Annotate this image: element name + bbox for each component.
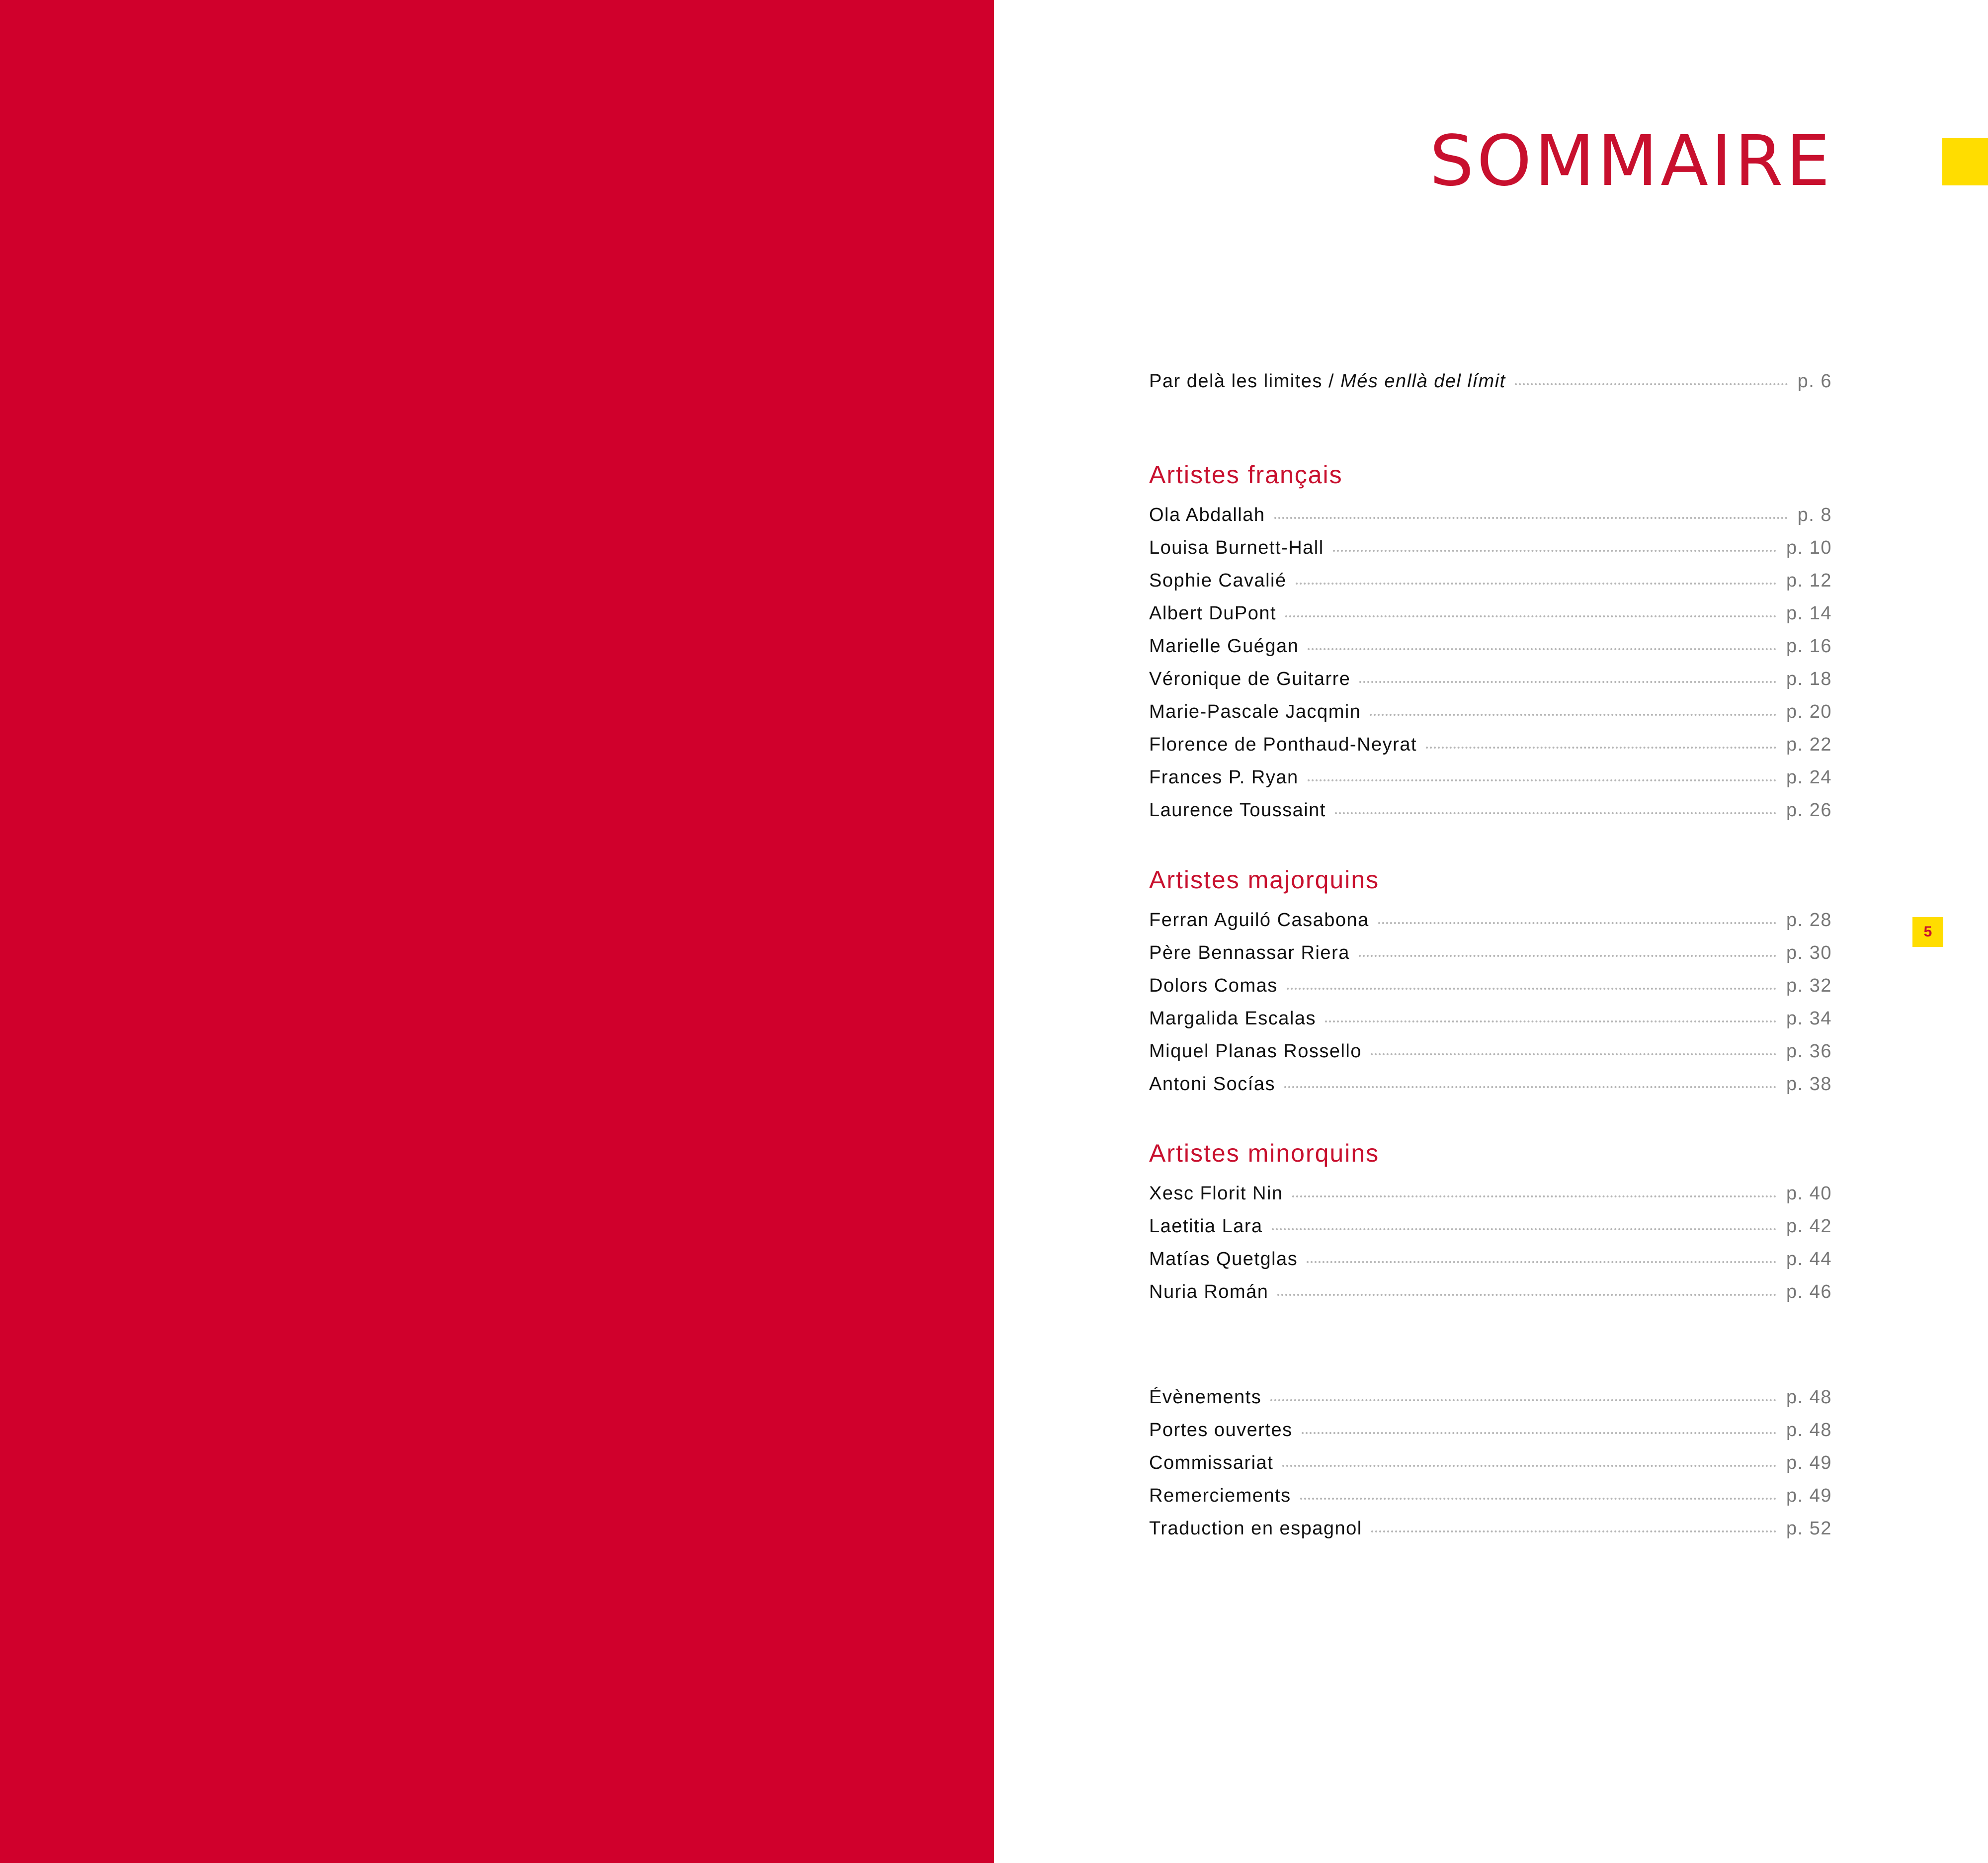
toc-page-number: p. 18	[1786, 669, 1832, 689]
toc-intro-label: Par delà les limites / Més enllà del límit	[1149, 371, 1506, 392]
dotted-leader	[1302, 1432, 1776, 1434]
toc-page-number: p. 24	[1786, 767, 1832, 788]
toc-intro	[1149, 365, 1832, 398]
toc-label: Dolors Comas	[1149, 975, 1278, 996]
toc-row[interactable]	[1149, 1512, 1832, 1545]
toc-label: Frances P. Ryan	[1149, 767, 1299, 788]
toc-page-number: p. 22	[1786, 734, 1832, 755]
toc-label: Louisa Burnett-Hall	[1149, 537, 1324, 558]
toc-page-number: p. 49	[1786, 1452, 1832, 1473]
toc-label: Évènements	[1149, 1387, 1262, 1408]
toc-label: Ola Abdallah	[1149, 505, 1265, 525]
toc-label: Père Bennassar Riera	[1149, 942, 1350, 963]
toc-page-number: p. 52	[1786, 1518, 1832, 1539]
toc-row[interactable]	[1149, 1177, 1832, 1210]
toc-row[interactable]	[1149, 564, 1832, 597]
toc-page-number: p. 6	[1797, 371, 1832, 392]
toc-page-number: p. 26	[1786, 800, 1832, 821]
page-number-badge: 5	[1912, 917, 1943, 947]
dotted-leader	[1274, 517, 1788, 519]
toc-row[interactable]	[1149, 1446, 1832, 1479]
toc-row[interactable]	[1149, 531, 1832, 564]
toc-row[interactable]	[1149, 1035, 1832, 1068]
toc-section-mallorcan	[1149, 865, 1832, 1101]
toc-page-number: p. 30	[1786, 942, 1832, 963]
toc-extras	[1149, 1381, 1832, 1545]
dotted-leader	[1333, 550, 1776, 552]
toc-page-number: p. 44	[1786, 1249, 1832, 1270]
page-title: SOMMAIRE	[1429, 121, 1833, 202]
toc-section-french	[1149, 460, 1832, 827]
toc-label: Sophie Cavalié	[1149, 570, 1287, 591]
toc-page-number: p. 14	[1786, 603, 1832, 624]
toc-label: Ferran Aguiló Casabona	[1149, 910, 1369, 931]
section-title: Artistes minorquins	[1149, 1139, 1380, 1167]
dotted-leader	[1296, 583, 1776, 585]
dotted-leader	[1426, 747, 1776, 749]
toc-row[interactable]	[1149, 1068, 1832, 1101]
toc-label: Laetitia Lara	[1149, 1216, 1263, 1237]
toc-page-number: p. 12	[1786, 570, 1832, 591]
toc-row[interactable]	[1149, 1414, 1832, 1446]
toc-section-menorcan	[1149, 1138, 1832, 1308]
toc-row[interactable]	[1149, 1210, 1832, 1243]
toc-label: Véronique de Guitarre	[1149, 669, 1351, 689]
dotted-leader	[1292, 1195, 1776, 1197]
toc-label: Xesc Florit Nin	[1149, 1183, 1283, 1204]
dotted-leader	[1277, 1294, 1776, 1296]
dotted-leader	[1300, 1498, 1776, 1500]
toc-row[interactable]	[1149, 597, 1832, 630]
toc-page-number: p. 20	[1786, 701, 1832, 722]
toc-page-number: p. 40	[1786, 1183, 1832, 1204]
toc-row[interactable]	[1149, 499, 1832, 531]
toc-page-number: p. 36	[1786, 1041, 1832, 1062]
toc-row[interactable]	[1149, 695, 1832, 728]
toc-row[interactable]	[1149, 1002, 1832, 1035]
toc-page-number: p. 38	[1786, 1074, 1832, 1095]
toc-label: Traduction en espagnol	[1149, 1518, 1362, 1539]
dotted-leader	[1287, 988, 1776, 990]
yellow-corner-tab	[1942, 138, 1988, 185]
section-title: Artistes majorquins	[1149, 866, 1380, 894]
dotted-leader	[1272, 1228, 1776, 1230]
dotted-leader	[1308, 779, 1776, 781]
toc-page-number: p. 10	[1786, 537, 1832, 558]
toc-row[interactable]	[1149, 1381, 1832, 1414]
dotted-leader	[1307, 1261, 1776, 1263]
toc-label: Laurence Toussaint	[1149, 800, 1326, 821]
section-title: Artistes français	[1149, 461, 1343, 489]
toc-label: Portes ouvertes	[1149, 1420, 1293, 1440]
toc-label: Margalida Escalas	[1149, 1008, 1316, 1029]
toc-row[interactable]	[1149, 969, 1832, 1002]
toc-label: Remerciements	[1149, 1485, 1291, 1506]
toc-label: Miquel Planas Rossello	[1149, 1041, 1362, 1062]
toc-page-number: p. 48	[1786, 1420, 1832, 1440]
dotted-leader	[1335, 812, 1776, 814]
toc-row[interactable]	[1149, 761, 1832, 794]
toc-page-number: p. 8	[1797, 505, 1832, 525]
toc-row[interactable]	[1149, 904, 1832, 936]
toc-row[interactable]	[1149, 1479, 1832, 1512]
toc-row[interactable]	[1149, 663, 1832, 695]
dotted-leader	[1285, 615, 1776, 617]
dotted-leader	[1371, 1530, 1776, 1532]
toc-row[interactable]	[1149, 794, 1832, 827]
dotted-leader	[1371, 1053, 1776, 1055]
toc-label: Commissariat	[1149, 1452, 1274, 1473]
toc-page-number: p. 28	[1786, 910, 1832, 931]
dotted-leader	[1308, 648, 1776, 650]
toc-page-number: p. 32	[1786, 975, 1832, 996]
toc-label: Matías Quetglas	[1149, 1249, 1298, 1270]
toc-page-number: p. 42	[1786, 1216, 1832, 1237]
toc-row[interactable]	[1149, 1243, 1832, 1275]
toc-row[interactable]	[1149, 936, 1832, 969]
toc-page-number: p. 48	[1786, 1387, 1832, 1408]
toc-page-number: p. 16	[1786, 636, 1832, 657]
dotted-leader	[1515, 383, 1788, 385]
dotted-leader	[1370, 714, 1776, 716]
dotted-leader	[1270, 1399, 1776, 1401]
toc-label: Marielle Guégan	[1149, 636, 1299, 657]
toc-label: Albert DuPont	[1149, 603, 1277, 624]
dotted-leader	[1284, 1086, 1776, 1088]
dotted-leader	[1378, 922, 1776, 924]
dotted-leader	[1359, 955, 1776, 957]
toc-page-number: p. 49	[1786, 1485, 1832, 1506]
toc-label: Antoni Socías	[1149, 1074, 1275, 1095]
dotted-leader	[1359, 681, 1776, 683]
toc-label: Marie-Pascale Jacqmin	[1149, 701, 1361, 722]
toc-row[interactable]	[1149, 1275, 1832, 1308]
toc-page-number: p. 46	[1786, 1281, 1832, 1302]
dotted-leader	[1282, 1465, 1776, 1467]
toc-label: Florence de Ponthaud-Neyrat	[1149, 734, 1417, 755]
dotted-leader	[1325, 1020, 1776, 1022]
toc-row[interactable]	[1149, 728, 1832, 761]
toc-label: Nuria Román	[1149, 1281, 1269, 1302]
toc-page-number: p. 34	[1786, 1008, 1832, 1029]
toc-row[interactable]	[1149, 630, 1832, 663]
toc-row-intro[interactable]	[1149, 365, 1832, 398]
